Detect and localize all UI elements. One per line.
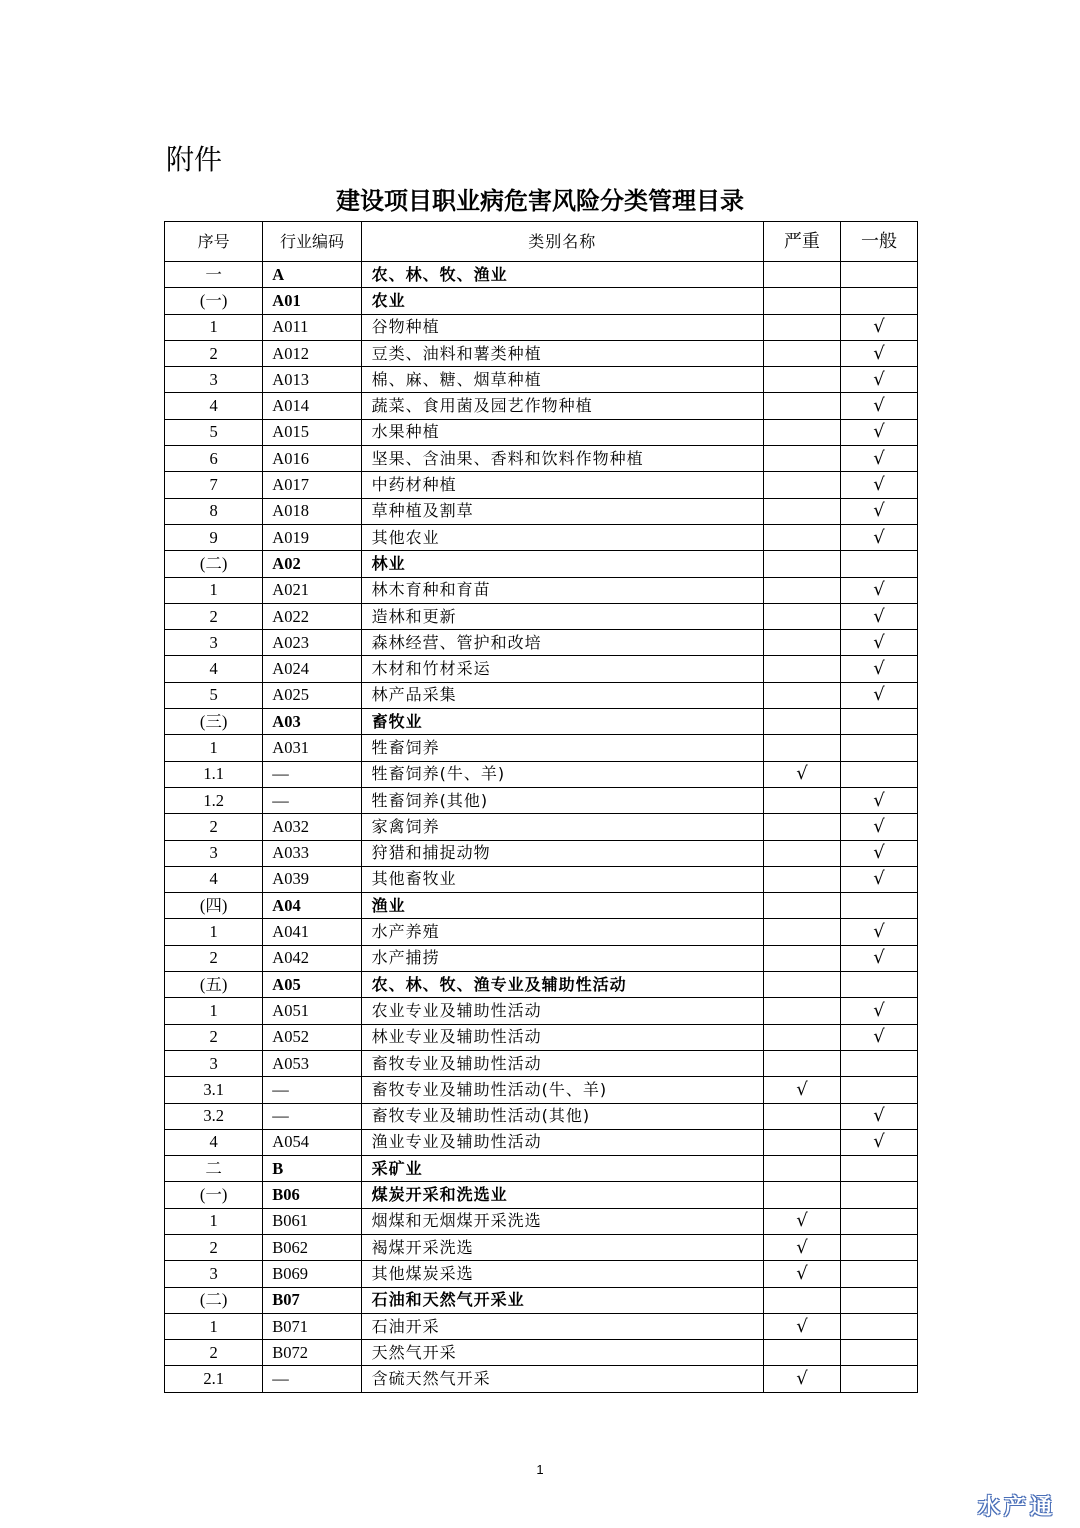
category-name-cell: 畜牧专业及辅助性活动(牛、羊) — [361, 1077, 763, 1103]
industry-code-cell: A021 — [263, 577, 361, 603]
general-check-cell — [840, 1366, 917, 1392]
industry-code-cell: A013 — [263, 367, 361, 393]
industry-code-cell: A — [263, 262, 361, 288]
severe-check-cell — [763, 577, 840, 603]
attachment-label: 附件 — [166, 143, 223, 176]
serial-number-cell: 3 — [165, 840, 263, 866]
table-row — [165, 340, 918, 366]
general-check-cell — [840, 1050, 917, 1076]
category-name-cell: 坚果、含油果、香料和饮料作物种植 — [361, 446, 763, 472]
category-name-cell: 草种植及割草 — [361, 498, 763, 524]
general-check-cell — [840, 551, 917, 577]
risk-catalog-table — [164, 221, 918, 1393]
table-category-row — [165, 1156, 918, 1182]
category-name-cell: 渔业 — [361, 893, 763, 919]
general-check-cell: √ — [840, 498, 917, 524]
document-title: 建设项目职业病危害风险分类管理目录 — [336, 187, 744, 215]
general-check-cell — [840, 288, 917, 314]
serial-number-cell: 2 — [165, 945, 263, 971]
severe-check-cell — [763, 893, 840, 919]
category-name-cell: 含硫天然气开采 — [361, 1366, 763, 1392]
serial-number-cell: 3 — [165, 1050, 263, 1076]
serial-number-cell: (五) — [165, 972, 263, 998]
industry-code-cell: A012 — [263, 340, 361, 366]
general-check-cell — [840, 1234, 917, 1260]
general-check-cell: √ — [840, 367, 917, 393]
serial-number-cell: (三) — [165, 709, 263, 735]
table-row — [165, 1024, 918, 1050]
category-name-cell: 采矿业 — [361, 1156, 763, 1182]
serial-number-cell: 1 — [165, 1208, 263, 1234]
industry-code-cell: — — [263, 1366, 361, 1392]
industry-code-cell: A041 — [263, 919, 361, 945]
category-name-cell: 天然气开采 — [361, 1340, 763, 1366]
general-check-cell — [840, 1313, 917, 1339]
table-category-row — [165, 1182, 918, 1208]
header-category-name: 类别名称 — [361, 222, 763, 262]
serial-number-cell: 1.2 — [165, 787, 263, 813]
serial-number-cell: 4 — [165, 393, 263, 419]
category-name-cell: 林木育种和育苗 — [361, 577, 763, 603]
severe-check-cell — [763, 630, 840, 656]
table-category-row — [165, 1287, 918, 1313]
category-name-cell: 畜牧专业及辅助性活动 — [361, 1050, 763, 1076]
severe-check-cell: √ — [763, 1366, 840, 1392]
serial-number-cell: 1 — [165, 735, 263, 761]
severe-check-cell — [763, 709, 840, 735]
header-serial-number: 序号 — [165, 222, 263, 262]
category-name-cell: 褐煤开采洗选 — [361, 1234, 763, 1260]
severe-check-cell — [763, 1287, 840, 1313]
general-check-cell: √ — [840, 393, 917, 419]
serial-number-cell: 3 — [165, 1261, 263, 1287]
severe-check-cell: √ — [763, 761, 840, 787]
general-check-cell: √ — [840, 998, 917, 1024]
industry-code-cell: A032 — [263, 814, 361, 840]
category-name-cell: 中药材种植 — [361, 472, 763, 498]
table-header-row — [165, 222, 918, 262]
table-row — [165, 866, 918, 892]
severe-check-cell — [763, 446, 840, 472]
industry-code-cell: A039 — [263, 866, 361, 892]
serial-number-cell: 一 — [165, 262, 263, 288]
category-name-cell: 农业 — [361, 288, 763, 314]
serial-number-cell: 1 — [165, 919, 263, 945]
serial-number-cell: (四) — [165, 893, 263, 919]
industry-code-cell: A04 — [263, 893, 361, 919]
general-check-cell: √ — [840, 1024, 917, 1050]
serial-number-cell: 2 — [165, 1340, 263, 1366]
severe-check-cell — [763, 603, 840, 629]
severe-check-cell: √ — [763, 1313, 840, 1339]
general-check-cell — [840, 1340, 917, 1366]
general-check-cell: √ — [840, 630, 917, 656]
serial-number-cell: 1 — [165, 998, 263, 1024]
general-check-cell: √ — [840, 524, 917, 550]
table-row — [165, 787, 918, 813]
general-check-cell — [840, 709, 917, 735]
general-check-cell — [840, 1182, 917, 1208]
category-name-cell: 林业专业及辅助性活动 — [361, 1024, 763, 1050]
category-name-cell: 狩猎和捕捉动物 — [361, 840, 763, 866]
category-name-cell: 农、林、牧、渔业 — [361, 262, 763, 288]
category-name-cell: 水果种植 — [361, 419, 763, 445]
industry-code-cell: A019 — [263, 524, 361, 550]
severe-check-cell — [763, 998, 840, 1024]
table-row — [165, 472, 918, 498]
serial-number-cell: (一) — [165, 288, 263, 314]
table-category-row — [165, 709, 918, 735]
severe-check-cell — [763, 367, 840, 393]
category-name-cell: 造林和更新 — [361, 603, 763, 629]
table-row — [165, 630, 918, 656]
page-number: 1 — [536, 1462, 544, 1477]
severe-check-cell — [763, 498, 840, 524]
table-row — [165, 1077, 918, 1103]
category-name-cell: 木材和竹材采运 — [361, 656, 763, 682]
table-row — [165, 945, 918, 971]
general-check-cell — [840, 1287, 917, 1313]
industry-code-cell: A025 — [263, 682, 361, 708]
category-name-cell: 森林经营、管护和改培 — [361, 630, 763, 656]
serial-number-cell: 4 — [165, 866, 263, 892]
industry-code-cell: A016 — [263, 446, 361, 472]
general-check-cell: √ — [840, 577, 917, 603]
industry-code-cell: A024 — [263, 656, 361, 682]
category-name-cell: 牲畜饲养 — [361, 735, 763, 761]
serial-number-cell: 7 — [165, 472, 263, 498]
industry-code-cell: B07 — [263, 1287, 361, 1313]
industry-code-cell: A054 — [263, 1129, 361, 1155]
table-row — [165, 1103, 918, 1129]
category-name-cell: 农、林、牧、渔专业及辅助性活动 — [361, 972, 763, 998]
severe-check-cell — [763, 524, 840, 550]
industry-code-cell: B072 — [263, 1340, 361, 1366]
serial-number-cell: 2 — [165, 340, 263, 366]
serial-number-cell: 8 — [165, 498, 263, 524]
industry-code-cell: B071 — [263, 1313, 361, 1339]
general-check-cell: √ — [840, 446, 917, 472]
severe-check-cell — [763, 340, 840, 366]
header-industry-code: 行业编码 — [263, 222, 361, 262]
industry-code-cell: A014 — [263, 393, 361, 419]
serial-number-cell: 2 — [165, 603, 263, 629]
severe-check-cell: √ — [763, 1208, 840, 1234]
industry-code-cell: A011 — [263, 314, 361, 340]
industry-code-cell: B069 — [263, 1261, 361, 1287]
industry-code-cell: A023 — [263, 630, 361, 656]
category-name-cell: 烟煤和无烟煤开采洗选 — [361, 1208, 763, 1234]
serial-number-cell: 3.2 — [165, 1103, 263, 1129]
industry-code-cell: A053 — [263, 1050, 361, 1076]
category-name-cell: 牲畜饲养(其他) — [361, 787, 763, 813]
table-row — [165, 1366, 918, 1392]
general-check-cell: √ — [840, 840, 917, 866]
category-name-cell: 牲畜饲养(牛、羊) — [361, 761, 763, 787]
category-name-cell: 其他煤炭采选 — [361, 1261, 763, 1287]
table-category-row — [165, 262, 918, 288]
table-body — [165, 262, 918, 1393]
general-check-cell: √ — [840, 472, 917, 498]
industry-code-cell: B062 — [263, 1234, 361, 1260]
table-row — [165, 682, 918, 708]
serial-number-cell: 9 — [165, 524, 263, 550]
serial-number-cell: 2 — [165, 1234, 263, 1260]
table-row — [165, 1261, 918, 1287]
severe-check-cell — [763, 866, 840, 892]
industry-code-cell: A051 — [263, 998, 361, 1024]
table-row — [165, 840, 918, 866]
table-row — [165, 735, 918, 761]
category-name-cell: 水产养殖 — [361, 919, 763, 945]
general-check-cell: √ — [840, 787, 917, 813]
serial-number-cell: 5 — [165, 682, 263, 708]
industry-code-cell: — — [263, 761, 361, 787]
serial-number-cell: 4 — [165, 1129, 263, 1155]
table-category-row — [165, 551, 918, 577]
severe-check-cell — [763, 393, 840, 419]
serial-number-cell: (二) — [165, 1287, 263, 1313]
serial-number-cell: 1 — [165, 314, 263, 340]
category-name-cell: 家禽饲养 — [361, 814, 763, 840]
category-name-cell: 谷物种植 — [361, 314, 763, 340]
industry-code-cell: — — [263, 1103, 361, 1129]
industry-code-cell: A018 — [263, 498, 361, 524]
industry-code-cell: A033 — [263, 840, 361, 866]
industry-code-cell: — — [263, 1077, 361, 1103]
table-category-row — [165, 972, 918, 998]
general-check-cell — [840, 262, 917, 288]
table-row — [165, 998, 918, 1024]
table-row — [165, 1129, 918, 1155]
serial-number-cell: 3 — [165, 630, 263, 656]
category-name-cell: 石油开采 — [361, 1313, 763, 1339]
general-check-cell: √ — [840, 682, 917, 708]
table-row — [165, 314, 918, 340]
severe-check-cell — [763, 787, 840, 813]
serial-number-cell: 2.1 — [165, 1366, 263, 1392]
industry-code-cell: A031 — [263, 735, 361, 761]
severe-check-cell — [763, 945, 840, 971]
general-check-cell: √ — [840, 419, 917, 445]
severe-check-cell — [763, 472, 840, 498]
severe-check-cell — [763, 840, 840, 866]
industry-code-cell: A022 — [263, 603, 361, 629]
serial-number-cell: 1.1 — [165, 761, 263, 787]
category-name-cell: 石油和天然气开采业 — [361, 1287, 763, 1313]
table-row — [165, 367, 918, 393]
severe-check-cell — [763, 314, 840, 340]
industry-code-cell: A015 — [263, 419, 361, 445]
table-row — [165, 419, 918, 445]
severe-check-cell — [763, 1182, 840, 1208]
header-severe: 严重 — [763, 222, 840, 262]
table-row — [165, 919, 918, 945]
serial-number-cell: 2 — [165, 1024, 263, 1050]
table-category-row — [165, 893, 918, 919]
industry-code-cell: A03 — [263, 709, 361, 735]
industry-code-cell: B — [263, 1156, 361, 1182]
category-name-cell: 其他农业 — [361, 524, 763, 550]
header-general: 一般 — [840, 222, 917, 262]
severe-check-cell — [763, 419, 840, 445]
general-check-cell: √ — [840, 340, 917, 366]
severe-check-cell: √ — [763, 1234, 840, 1260]
table-row — [165, 577, 918, 603]
general-check-cell: √ — [840, 866, 917, 892]
table-row — [165, 1340, 918, 1366]
serial-number-cell: 3.1 — [165, 1077, 263, 1103]
severe-check-cell — [763, 551, 840, 577]
table-row — [165, 393, 918, 419]
severe-check-cell — [763, 262, 840, 288]
general-check-cell — [840, 1208, 917, 1234]
severe-check-cell — [763, 1024, 840, 1050]
category-name-cell: 渔业专业及辅助性活动 — [361, 1129, 763, 1155]
industry-code-cell: B061 — [263, 1208, 361, 1234]
industry-code-cell: B06 — [263, 1182, 361, 1208]
industry-code-cell: A052 — [263, 1024, 361, 1050]
category-name-cell: 棉、麻、糖、烟草种植 — [361, 367, 763, 393]
severe-check-cell: √ — [763, 1077, 840, 1103]
table-row — [165, 603, 918, 629]
general-check-cell: √ — [840, 1103, 917, 1129]
serial-number-cell: 6 — [165, 446, 263, 472]
severe-check-cell — [763, 735, 840, 761]
table-row — [165, 761, 918, 787]
general-check-cell: √ — [840, 314, 917, 340]
category-name-cell: 畜牧专业及辅助性活动(其他) — [361, 1103, 763, 1129]
industry-code-cell: A05 — [263, 972, 361, 998]
general-check-cell: √ — [840, 1129, 917, 1155]
general-check-cell: √ — [840, 814, 917, 840]
industry-code-cell: A017 — [263, 472, 361, 498]
severe-check-cell — [763, 919, 840, 945]
general-check-cell: √ — [840, 603, 917, 629]
severe-check-cell — [763, 1103, 840, 1129]
table-row — [165, 814, 918, 840]
severe-check-cell — [763, 1156, 840, 1182]
category-name-cell: 水产捕捞 — [361, 945, 763, 971]
serial-number-cell: 5 — [165, 419, 263, 445]
general-check-cell: √ — [840, 656, 917, 682]
general-check-cell — [840, 1156, 917, 1182]
table-row — [165, 1313, 918, 1339]
category-name-cell: 蔬菜、食用菌及园艺作物种植 — [361, 393, 763, 419]
serial-number-cell: 4 — [165, 656, 263, 682]
category-name-cell: 农业专业及辅助性活动 — [361, 998, 763, 1024]
general-check-cell: √ — [840, 919, 917, 945]
general-check-cell — [840, 761, 917, 787]
table-row — [165, 656, 918, 682]
industry-code-cell: A02 — [263, 551, 361, 577]
serial-number-cell: (一) — [165, 1182, 263, 1208]
general-check-cell — [840, 735, 917, 761]
general-check-cell: √ — [840, 945, 917, 971]
table-row — [165, 498, 918, 524]
table-row — [165, 446, 918, 472]
category-name-cell: 林业 — [361, 551, 763, 577]
serial-number-cell: 1 — [165, 577, 263, 603]
serial-number-cell: 二 — [165, 1156, 263, 1182]
general-check-cell — [840, 1077, 917, 1103]
severe-check-cell — [763, 1050, 840, 1076]
severe-check-cell — [763, 972, 840, 998]
industry-code-cell: A01 — [263, 288, 361, 314]
general-check-cell — [840, 972, 917, 998]
serial-number-cell: (二) — [165, 551, 263, 577]
serial-number-cell: 1 — [165, 1313, 263, 1339]
severe-check-cell — [763, 682, 840, 708]
industry-code-cell: — — [263, 787, 361, 813]
severe-check-cell — [763, 656, 840, 682]
serial-number-cell: 3 — [165, 367, 263, 393]
serial-number-cell: 2 — [165, 814, 263, 840]
table-row — [165, 524, 918, 550]
table-row — [165, 1208, 918, 1234]
table-row — [165, 1234, 918, 1260]
severe-check-cell — [763, 814, 840, 840]
table-row — [165, 1050, 918, 1076]
table-category-row — [165, 288, 918, 314]
watermark-logo: 水产通 — [978, 1495, 1057, 1520]
general-check-cell — [840, 893, 917, 919]
category-name-cell: 煤炭开采和洗选业 — [361, 1182, 763, 1208]
category-name-cell: 林产品采集 — [361, 682, 763, 708]
industry-code-cell: A042 — [263, 945, 361, 971]
severe-check-cell — [763, 288, 840, 314]
severe-check-cell — [763, 1340, 840, 1366]
category-name-cell: 其他畜牧业 — [361, 866, 763, 892]
category-name-cell: 豆类、油料和薯类种植 — [361, 340, 763, 366]
severe-check-cell: √ — [763, 1261, 840, 1287]
severe-check-cell — [763, 1129, 840, 1155]
general-check-cell — [840, 1261, 917, 1287]
category-name-cell: 畜牧业 — [361, 709, 763, 735]
